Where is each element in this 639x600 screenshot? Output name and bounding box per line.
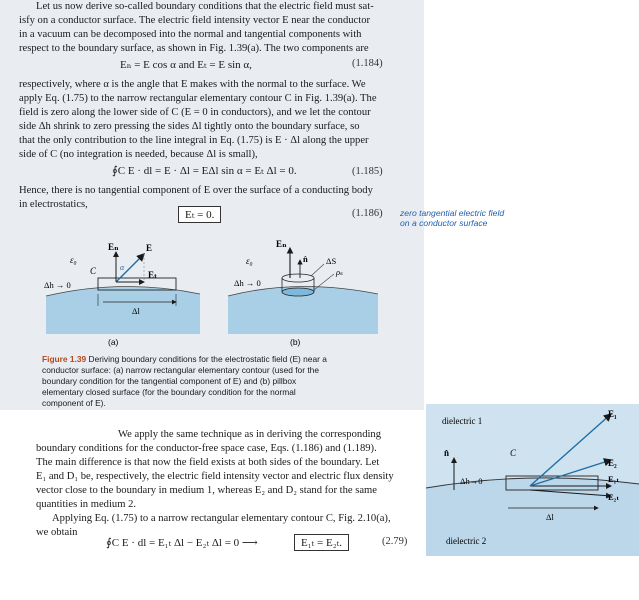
label-en-a: Eₙ bbox=[108, 242, 119, 252]
figure-1-39-diagram bbox=[28, 234, 388, 349]
pillbox-top bbox=[282, 274, 314, 282]
equation-279: ∮C E · dl = E₁ₜ Δl − E₂ₜ Δl = 0 ⟶ bbox=[106, 537, 258, 549]
para2-line5: that the only contribution to the line integral in Eq. (1.75) is E · Δl along the upper bbox=[19, 135, 369, 146]
equation-1186-boxed: Eₜ = 0. bbox=[178, 206, 221, 223]
textbook-page-upper bbox=[0, 0, 424, 410]
para4-line8: we obtain bbox=[36, 527, 78, 538]
para2-line6: side of C (no integration is needed, because Δl is small), bbox=[19, 149, 258, 160]
caption-line5: component of E). bbox=[42, 398, 106, 408]
label-c-a: C bbox=[90, 266, 97, 276]
equation-279-boxed: E₁ₜ = E₂ₜ. bbox=[294, 534, 349, 551]
label-dh-b: Δh → 0 bbox=[234, 278, 261, 288]
para4-line1: We apply the same technique as in deriving the corresponding bbox=[118, 429, 382, 440]
equation-number-1186: (1.186) bbox=[352, 208, 383, 219]
equation-1185: ∮C E · dl = E · Δl = EΔl sin α = Eₜ Δl = 0. bbox=[112, 165, 297, 177]
para1-line4: respect to the boundary surface, as shown in Fig. 1.39(a). The two components are bbox=[19, 43, 369, 54]
figure-2-10-diagram bbox=[426, 404, 639, 556]
caption-line1: Deriving boundary conditions for the electrostatic field (E) near a bbox=[88, 354, 327, 364]
caption-line4: elementary closed surface (for the boundary condition for the normal bbox=[42, 387, 296, 397]
label-e1t: E₁ₜ bbox=[608, 474, 620, 484]
margin-note-line2: on a conductor surface bbox=[400, 218, 488, 228]
pillbox-bottom bbox=[282, 288, 314, 296]
margin-note-line1: zero tangential electric field bbox=[400, 208, 505, 218]
para2-line4: side Δh shrink to zero pressing the sides Δl tightly onto the boundary surface, so bbox=[19, 121, 360, 132]
caption-label: Figure 1.39 bbox=[42, 354, 87, 364]
para4-line3: The main difference is that now the field exists at both sides of the boundary. Let bbox=[36, 457, 380, 468]
label-n: n̂ bbox=[444, 448, 450, 458]
label-e2t: E₂ₜ bbox=[608, 492, 620, 502]
para4-line5: vector close to the boundary in medium 1, whereas E₂ and D₂ stand for the same bbox=[36, 485, 377, 496]
label-dh-a: Δh → 0 bbox=[44, 280, 71, 290]
label-dielectric-2: dielectric 2 bbox=[446, 536, 487, 546]
para3-line2: in electrostatics, bbox=[19, 199, 88, 210]
label-en-b: Eₙ bbox=[276, 239, 287, 249]
margin-note bbox=[400, 208, 520, 228]
para1-line1: Let us now derive so-called boundary conditions that the electric field must sat- bbox=[36, 1, 374, 12]
label-e-a: E bbox=[146, 243, 153, 253]
para1-line2: isfy on a conductor surface. The electric field intensity vector E near the conductor bbox=[19, 15, 371, 26]
para2-line3: field is zero along the lower side of C (E = 0 in conductors), and we let the contour bbox=[19, 107, 371, 118]
label-n-b: n̂ bbox=[303, 254, 308, 264]
para4-line4: E₁ and D₁ be, respectively, the electric field intensity vector and electric flux density bbox=[36, 471, 394, 482]
caption-line3: boundary condition for the tangential component of E) and (b) pillbox bbox=[42, 376, 297, 386]
equation-number-1184: (1.184) bbox=[352, 58, 383, 69]
equation-number-279: (2.79) bbox=[382, 536, 408, 547]
label-e2: E₂ bbox=[608, 458, 617, 468]
label-dl-a: Δl bbox=[132, 306, 140, 316]
label-fig-b: (b) bbox=[290, 337, 301, 347]
para4-line6: quantities in medium 2. bbox=[36, 499, 137, 510]
label-eps-a: ε₀ bbox=[70, 255, 77, 265]
label-e1: E₁ bbox=[608, 409, 617, 419]
para2-line2: apply Eq. (1.75) to the narrow rectangular elementary contour C in Fig. 1.39(a). The bbox=[19, 93, 377, 104]
label-dielectric-1: dielectric 1 bbox=[442, 416, 483, 426]
label-c: C bbox=[510, 448, 517, 458]
label-dl: Δl bbox=[546, 512, 554, 522]
conductor-region-a bbox=[46, 286, 200, 334]
label-et-a: Eₜ bbox=[148, 270, 158, 280]
equation-1184: Eₙ = E cos α and Eₜ = E sin α, bbox=[120, 59, 252, 71]
equation-number-1185: (1.185) bbox=[352, 166, 383, 177]
label-eps-b: ε₀ bbox=[246, 256, 253, 266]
caption-line2: conductor surface: (a) narrow rectangular elementary contour (used for the bbox=[42, 365, 319, 375]
label-alpha-a: α bbox=[120, 263, 125, 272]
para2-line1: respectively, where α is the angle that E makes with the normal to the surface. We bbox=[19, 79, 366, 90]
label-ds-b: ΔS bbox=[326, 256, 337, 266]
para4-line7: Applying Eq. (1.75) to a narrow rectangular elementary contour C, Fig. 2.10(a), bbox=[52, 513, 391, 524]
label-dh: Δh→0 bbox=[460, 476, 483, 486]
para4-line2: boundary conditions for the conductor-free space case, Eqs. (1.186) and (1.189). bbox=[36, 443, 377, 454]
figure-1-39-caption bbox=[42, 354, 372, 409]
label-rho-b: ρₛ bbox=[336, 267, 343, 277]
label-fig-a: (a) bbox=[108, 337, 119, 347]
para3-line1: Hence, there is no tangential component of E over the surface of a conducting body bbox=[19, 185, 373, 196]
textbook-page-lower bbox=[22, 428, 420, 558]
para1-line3: in a vacuum can be decomposed into the normal and tangential components with bbox=[19, 29, 362, 40]
